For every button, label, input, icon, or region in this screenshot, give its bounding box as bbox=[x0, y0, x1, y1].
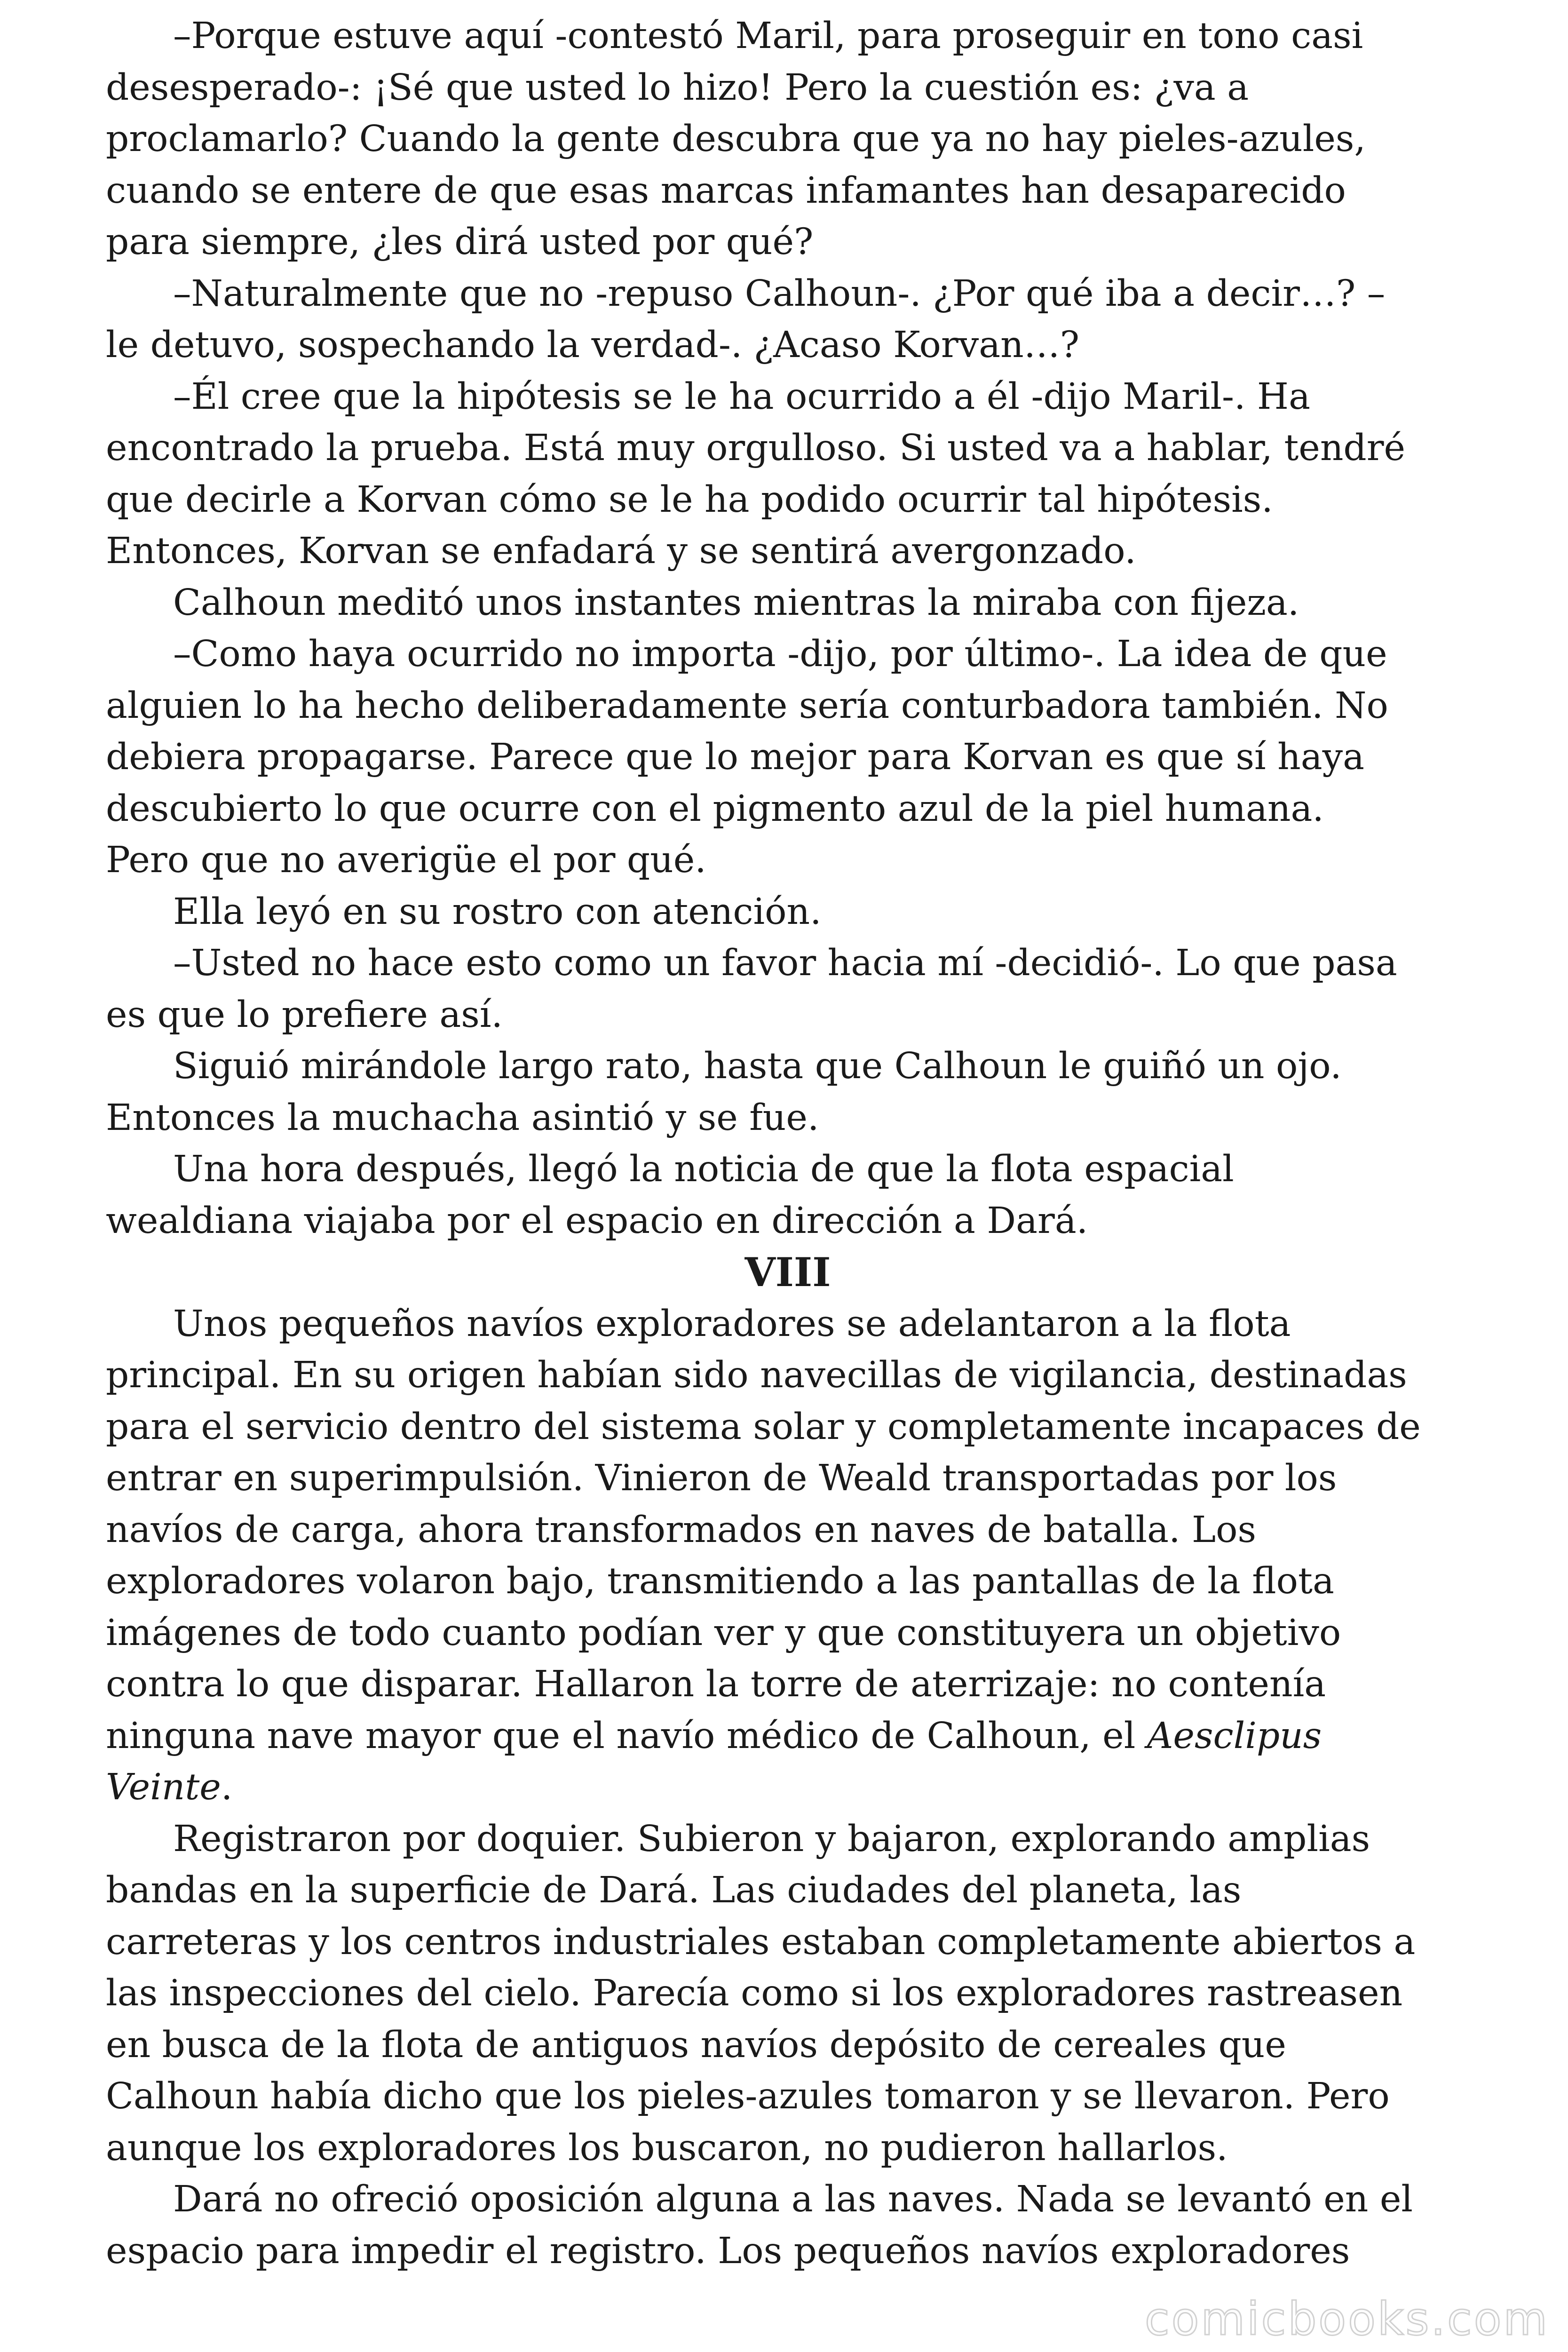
text-line bbox=[106, 628, 1470, 680]
line-text: cuando se entere de que esas marcas infamantes han desaparecido bbox=[106, 169, 1346, 212]
text-line bbox=[106, 216, 1470, 268]
line-text: Registraron por doquier. Subieron y bajaron, explorando amplias bbox=[173, 1818, 1370, 1860]
text-line bbox=[106, 113, 1470, 165]
text-line bbox=[106, 938, 1470, 989]
watermark: comicbooks.com bbox=[1144, 2293, 1549, 2345]
text-line bbox=[106, 10, 1470, 62]
line-text: desesperado-: ¡Sé que usted lo hizo! Pero la cuestión es: ¿va a bbox=[106, 66, 1249, 109]
line-text: Entonces, Korvan se enfadará y se sentirá avergonzado. bbox=[106, 530, 1136, 572]
text-line bbox=[106, 1092, 1470, 1144]
line-text: –Como haya ocurrido no importa -dijo, por último-. La idea de que bbox=[173, 633, 1387, 675]
line-text: Dará no ofreció oposición alguna a las naves. Nada se levantó en el bbox=[173, 2178, 1413, 2220]
line-text: Calhoun había dicho que los pieles-azules tomaron y se llevaron. Pero bbox=[106, 2075, 1390, 2117]
text-line bbox=[106, 1041, 1470, 1092]
text-line bbox=[106, 989, 1470, 1041]
text-line bbox=[106, 1401, 1470, 1453]
line-text: espacio para impedir el registro. Los pequeños navíos exploradores bbox=[106, 2230, 1350, 2272]
text-line bbox=[106, 165, 1470, 217]
line-text: para el servicio dentro del sistema solar y completamente incapaces de bbox=[106, 1406, 1421, 1448]
text-line bbox=[106, 319, 1470, 371]
line-text: para siempre, ¿les dirá usted por qué? bbox=[106, 221, 814, 263]
text-line bbox=[106, 1504, 1470, 1556]
text-line bbox=[106, 1916, 1470, 1968]
line-text: carreteras y los centros industriales estaban completamente abiertos a bbox=[106, 1921, 1416, 1963]
line-text: le detuvo, sospechando la verdad-. ¿Acaso Korvan…? bbox=[106, 324, 1079, 366]
text-line bbox=[106, 1144, 1470, 1195]
line-text: navíos de carga, ahora transformados en naves de batalla. Los bbox=[106, 1509, 1257, 1551]
text-line bbox=[106, 1865, 1470, 1916]
text-line bbox=[106, 1607, 1470, 1659]
text-line bbox=[106, 371, 1470, 423]
text-line bbox=[106, 886, 1470, 938]
line-text: –Usted no hace esto como un favor hacia mí -decidió-. Lo que pasa bbox=[173, 942, 1397, 984]
line-text: entrar en superimpulsión. Vinieron de Weald transportadas por los bbox=[106, 1457, 1337, 1499]
line-text: Calhoun meditó unos instantes mientras la miraba con fijeza. bbox=[173, 581, 1299, 624]
text-line bbox=[106, 2225, 1470, 2277]
text-line bbox=[106, 1762, 1470, 1813]
line-text: las inspecciones del cielo. Parecía como si los exploradores rastreasen bbox=[106, 1972, 1403, 2014]
text-line bbox=[106, 1968, 1470, 2019]
line-text: –Él cree que la hipótesis se le ha ocurrido a él -dijo Maril-. Ha bbox=[173, 375, 1310, 418]
line-text: debiera propagarse. Parece que lo mejor para Korvan es que sí haya bbox=[106, 736, 1365, 778]
text-line bbox=[106, 1556, 1470, 1607]
text-line bbox=[106, 2122, 1470, 2174]
text-line bbox=[106, 834, 1470, 886]
ship-name: Aesclipus bbox=[1147, 1715, 1322, 1757]
text-line bbox=[106, 731, 1470, 783]
text-line bbox=[106, 2071, 1470, 2122]
text-line bbox=[106, 1710, 1470, 1762]
text-line bbox=[106, 1659, 1470, 1710]
chapter-heading: VIII bbox=[744, 1249, 831, 1295]
line-text: Unos pequeños navíos exploradores se adelantaron a la flota bbox=[173, 1303, 1291, 1345]
line-text: exploradores volaron bajo, transmitiendo a las pantallas de la flota bbox=[106, 1560, 1334, 1602]
ship-name: Veinte bbox=[106, 1766, 221, 1808]
text-line bbox=[106, 1195, 1470, 1247]
line-text: Siguió mirándole largo rato, hasta que Calhoun le guiñó un ojo. bbox=[173, 1045, 1342, 1087]
text-line bbox=[106, 577, 1470, 629]
line-text: wealdiana viajaba por el espacio en dirección a Dará. bbox=[106, 1200, 1088, 1242]
line-text: ninguna nave mayor que el navío médico de Calhoun, el bbox=[106, 1715, 1147, 1757]
text-line bbox=[106, 2174, 1470, 2225]
line-text: proclamarlo? Cuando la gente descubra que ya no hay pieles-azules, bbox=[106, 118, 1366, 160]
text-line bbox=[106, 422, 1470, 474]
line-text: es que lo prefiere así. bbox=[106, 993, 503, 1036]
text-line bbox=[106, 680, 1470, 732]
line-text-after: . bbox=[221, 1766, 233, 1808]
line-text: Una hora después, llegó la noticia de que la flota espacial bbox=[173, 1148, 1234, 1190]
line-text: en busca de la flota de antiguos navíos depósito de cereales que bbox=[106, 2024, 1286, 2066]
line-text: principal. En su origen habían sido navecillas de vigilancia, destinadas bbox=[106, 1354, 1407, 1396]
text-line bbox=[106, 474, 1470, 526]
text-line bbox=[106, 1453, 1470, 1504]
line-text: bandas en la superficie de Dará. Las ciudades del planeta, las bbox=[106, 1869, 1242, 1911]
text-line bbox=[106, 1813, 1470, 1865]
text-line bbox=[106, 268, 1470, 320]
text-line bbox=[106, 525, 1470, 577]
line-text: Entonces la muchacha asintió y se fue. bbox=[106, 1097, 819, 1139]
line-text: encontrado la prueba. Está muy orgulloso. Si usted va a hablar, tendré bbox=[106, 427, 1406, 469]
text-line bbox=[106, 1298, 1470, 1350]
text-line bbox=[106, 1350, 1470, 1401]
line-text: imágenes de todo cuanto podían ver y que constituyera un objetivo bbox=[106, 1612, 1341, 1654]
line-text: que decirle a Korvan cómo se le ha podido ocurrir tal hipótesis. bbox=[106, 478, 1273, 521]
line-text: alguien lo ha hecho deliberadamente sería conturbadora también. No bbox=[106, 684, 1388, 727]
book-page bbox=[106, 10, 1470, 2277]
line-text: Pero que no averigüe el por qué. bbox=[106, 839, 706, 881]
line-text: Ella leyó en su rostro con atención. bbox=[173, 890, 822, 933]
line-text: descubierto lo que ocurre con el pigmento azul de la piel humana. bbox=[106, 787, 1324, 830]
line-text: –Naturalmente que no -repuso Calhoun-. ¿Por qué iba a decir…? – bbox=[173, 272, 1386, 315]
text-line bbox=[106, 62, 1470, 114]
line-text: –Porque estuve aquí -contestó Maril, para proseguir en tono casi bbox=[173, 15, 1363, 57]
line-text: contra lo que disparar. Hallaron la torre de aterrizaje: no contenía bbox=[106, 1663, 1326, 1705]
text-line bbox=[106, 2019, 1470, 2071]
line-text: aunque los exploradores los buscaron, no pudieron hallarlos. bbox=[106, 2127, 1228, 2169]
text-line bbox=[106, 783, 1470, 835]
